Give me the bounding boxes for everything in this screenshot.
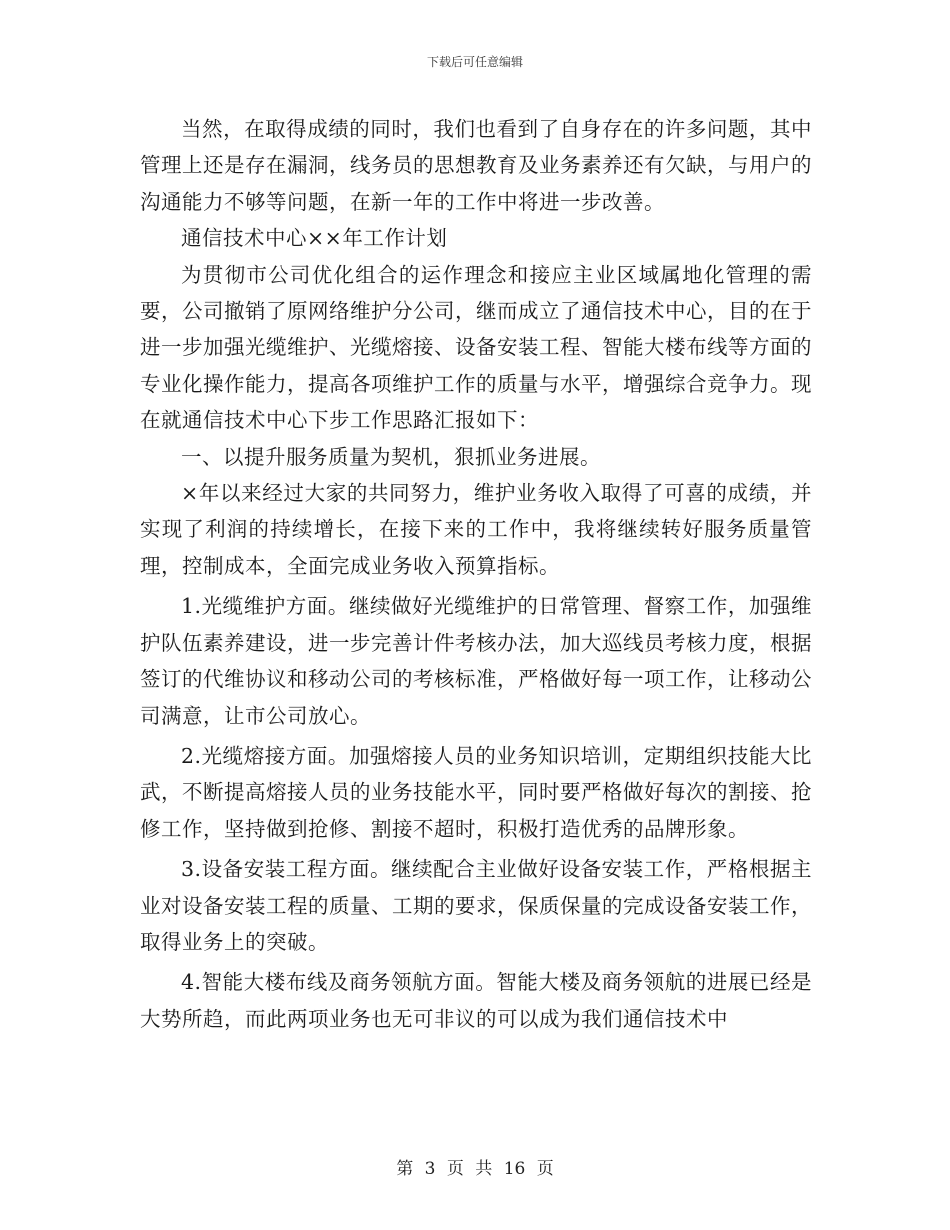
page-number: 第 3 页 共 16 页 <box>396 1159 554 1179</box>
paragraph-intro: 为贯彻市公司优化组合的运作理念和接应主业区域属地化管理的需要，公司撤销了原网络维护分公司，继而成立了通信技术中心，目的在于进一步加强光缆维护、光缆熔接、设备安装工程、智能大楼布线等方面的专业化操作能力，提高各项维护工作的质量与水平，增强综合竞争力。现在就通信技术中心下步工作思路汇报如下： <box>140 262 812 433</box>
page-header: 下载后可任意编辑 <box>426 55 523 69</box>
section-title-work-plan: 通信技术中心××年工作计划 <box>181 226 448 251</box>
item-cable-maintenance: 1.光缆维护方面。继续做好光缆维护的日常管理、督察工作，加强维护队伍素养建设，进一步完善计件考核办法，加大巡线员考核力度，根据签订的代维协议和移动公司的考核标准，严格做好每一项工作，让移动公司满意，让市公司放心。 <box>140 594 812 728</box>
document-body <box>140 111 812 1037</box>
item-equipment-install: 3.设备安装工程方面。继续配合主业做好设备安装工作，严格根据主业对设备安装工程的质量、工期的要求，保质保量的完成设备安装工作，取得业务上的突破。 <box>140 857 812 954</box>
paragraph-achievements-issues: 当然，在取得成绩的同时，我们也看到了自身存在的许多问题，其中管理上还是存在漏洞，线务员的思想教育及业务素养还有欠缺，与用户的沟通能力不够等问题，在新一年的工作中将进一步改善。 <box>140 117 812 214</box>
item-smart-building: 4.智能大楼布线及商务领航方面。智能大楼及商务领航的进展已经是大势所趋，而此两项业务也无可非议的可以成为我们通信技术中 <box>140 970 812 1031</box>
paragraph-revenue: ×年以来经过大家的共同努力，维护业务收入取得了可喜的成绩，并实现了利润的持续增长，在接下来的工作中，我将继续转好服务质量管理，控制成本，全面完成业务收入预算指标。 <box>140 481 812 578</box>
heading-section-one: 一、以提升服务质量为契机，狠抓业务进展。 <box>181 444 601 469</box>
item-cable-splicing: 2.光缆熔接方面。加强熔接人员的业务知识培训，定期组织技能大比武，不断提高熔接人员的业务技能水平，同时要严格做好每次的割接、抢修工作，坚持做到抢修、割接不超时，积极打造优秀的品牌形象。 <box>140 743 812 841</box>
